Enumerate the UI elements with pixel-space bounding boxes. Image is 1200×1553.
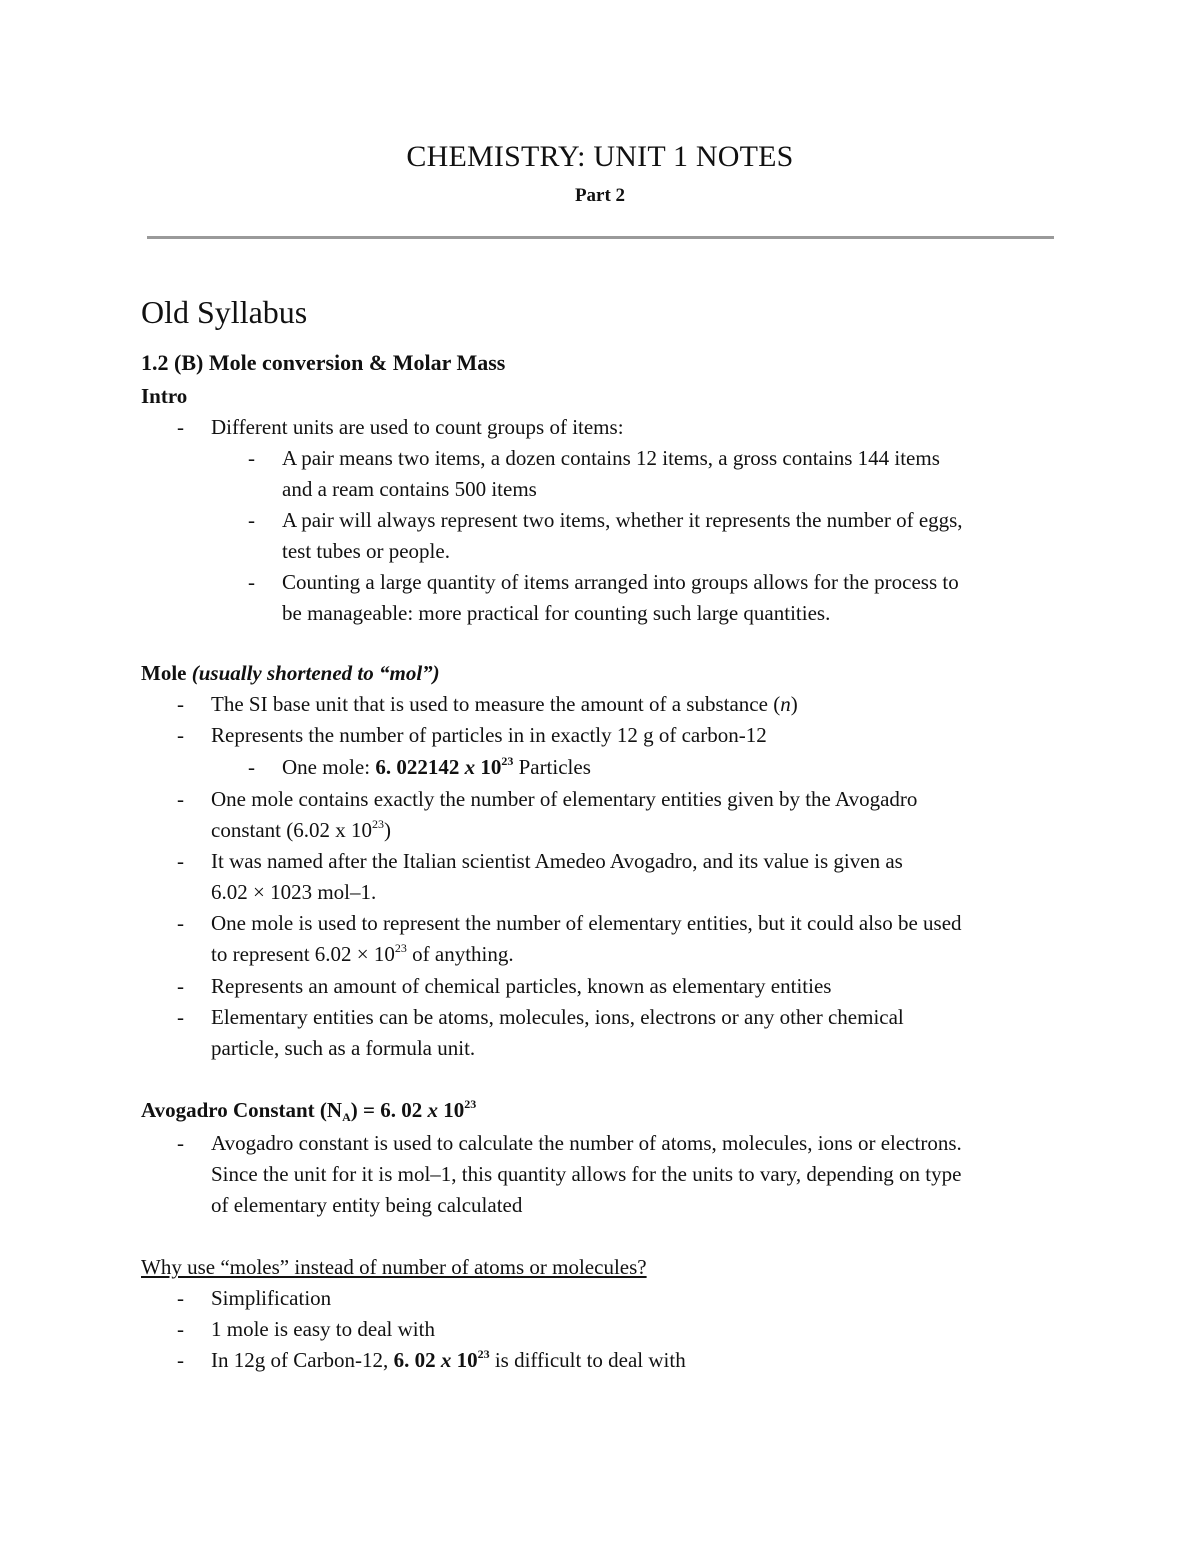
equation-exponent: 23 — [477, 1347, 490, 1361]
bullet-dash: - — [248, 570, 255, 594]
equation-exponent: 23 — [464, 1097, 477, 1111]
mole-sub-equation — [375, 755, 513, 779]
equation-times: x — [464, 755, 476, 779]
mole-sub-suffix: Particles — [513, 755, 591, 779]
why-item-2: 1 mole is easy to deal with — [211, 1317, 435, 1341]
bullet-dash: - — [177, 974, 184, 998]
equation-base: 10 — [456, 1348, 478, 1372]
why-item-1: Simplification — [211, 1286, 332, 1310]
mole-item-3-exponent: 23 — [371, 817, 384, 831]
bullet-dash: - — [177, 692, 184, 716]
mole-item-5-exponent: 23 — [394, 941, 407, 955]
intro-sub-1-line-1: A pair means two items, a dozen contains 12 items, a gross contains 144 items — [282, 446, 940, 470]
avogadro-equals: ) = — [350, 1098, 381, 1122]
why-item-3-text: In 12g of Carbon-12, — [211, 1348, 394, 1372]
equation-times: x — [440, 1348, 452, 1372]
page-subtitle: Part 2 — [574, 185, 626, 206]
why-question: Why use “moles” instead of number of atoms or molecules? — [141, 1255, 647, 1279]
mole-heading — [141, 658, 440, 689]
mole-item-6: Represents an amount of chemical particles, known as elementary entities — [211, 974, 832, 998]
mole-sub-item — [282, 752, 591, 783]
avogadro-label: Avogadro Constant (N — [141, 1098, 343, 1122]
bullet-dash: - — [177, 849, 184, 873]
avogadro-heading — [141, 1095, 476, 1126]
equation-number: 6. 02 — [380, 1098, 423, 1122]
intro-sub-1-line-2: and a ream contains 500 items — [282, 477, 537, 501]
intro-sub-2-line-1: A pair will always represent two items, whether it represents the number of eggs, — [282, 508, 963, 532]
bullet-dash: - — [248, 755, 255, 779]
equation-base: 10 — [480, 755, 502, 779]
why-item-3 — [211, 1345, 686, 1376]
mole-item-1-close: ) — [790, 692, 798, 716]
bullet-dash: - — [177, 1348, 184, 1372]
mole-item-1 — [211, 689, 798, 720]
mole-item-3-close: ) — [383, 818, 391, 842]
mole-item-2: Represents the number of particles in in exactly 12 g of carbon-12 — [211, 723, 767, 747]
mole-item-3-line-2 — [211, 815, 391, 846]
mole-item-5-line-2 — [211, 939, 514, 970]
section-heading: Old Syllabus — [141, 294, 308, 330]
intro-sub-3-line-1: Counting a large quantity of items arranged into groups allows for the process to — [282, 570, 959, 594]
mole-item-4-line-1: It was named after the Italian scientist Amedeo Avogadro, and its value is given as — [211, 849, 903, 873]
avogadro-item-line-3: of elementary entity being calculated — [211, 1193, 523, 1217]
avogadro-equation — [380, 1098, 476, 1122]
equation-number: 6. 022142 — [375, 755, 460, 779]
equation-exponent: 23 — [501, 754, 514, 768]
why-item-3-suffix: is difficult to deal with — [489, 1348, 686, 1372]
mole-item-7-line-1: Elementary entities can be atoms, molecules, ions, electrons or any other chemical — [211, 1005, 904, 1029]
mole-item-5-line-1: One mole is used to represent the number of elementary entities, but it could also be used — [211, 911, 962, 935]
avogadro-item-line-1: Avogadro constant is used to calculate the number of atoms, molecules, ions or electrons. — [211, 1131, 962, 1155]
horizontal-rule — [147, 236, 1054, 239]
bullet-dash: - — [177, 415, 184, 439]
equation-base: 10 — [443, 1098, 465, 1122]
avogadro-subscript: A — [342, 1110, 351, 1124]
page-title: CHEMISTRY: UNIT 1 NOTES — [406, 140, 794, 173]
mole-item-5-text: to represent 6.02 × 10 — [211, 942, 395, 966]
mole-item-1-text: The SI base unit that is used to measure the amount of a substance ( — [211, 692, 781, 716]
intro-sub-2-line-2: test tubes or people. — [282, 539, 450, 563]
mole-item-3-text: constant (6.02 x 10 — [211, 818, 372, 842]
bullet-dash: - — [177, 723, 184, 747]
bullet-dash: - — [177, 1005, 184, 1029]
equation-number: 6. 02 — [393, 1348, 436, 1372]
mole-item-1-variable: n — [780, 692, 791, 716]
bullet-dash: - — [248, 446, 255, 470]
mole-item-7-line-2: particle, such as a formula unit. — [211, 1036, 476, 1060]
bullet-dash: - — [248, 508, 255, 532]
bullet-dash: - — [177, 911, 184, 935]
bullet-dash: - — [177, 1317, 184, 1341]
section-subheading: 1.2 (B) Mole conversion & Molar Mass — [141, 350, 506, 375]
why-item-3-equation — [394, 1348, 490, 1372]
intro-label: Intro — [141, 384, 188, 408]
mole-sub-text: One mole: — [282, 755, 376, 779]
intro-item-1: Different units are used to count groups of items: — [211, 415, 624, 439]
mole-item-5-suffix: of anything. — [406, 942, 514, 966]
bullet-dash: - — [177, 787, 184, 811]
mole-item-3-line-1: One mole contains exactly the number of elementary entities given by the Avogadro — [211, 787, 918, 811]
mole-label: Mole — [141, 661, 187, 685]
bullet-dash: - — [177, 1286, 184, 1310]
equation-times: x — [427, 1098, 438, 1122]
mole-label-note: (usually shortened to “mol”) — [191, 661, 440, 685]
mole-item-4-line-2: 6.02 × 1023 mol–1. — [211, 880, 377, 904]
avogadro-item-line-2: Since the unit for it is mol–1, this quantity allows for the units to vary, depending on type — [211, 1162, 962, 1186]
intro-sub-3-line-2: be manageable: more practical for counting such large quantities. — [282, 601, 831, 625]
bullet-dash: - — [177, 1131, 184, 1155]
